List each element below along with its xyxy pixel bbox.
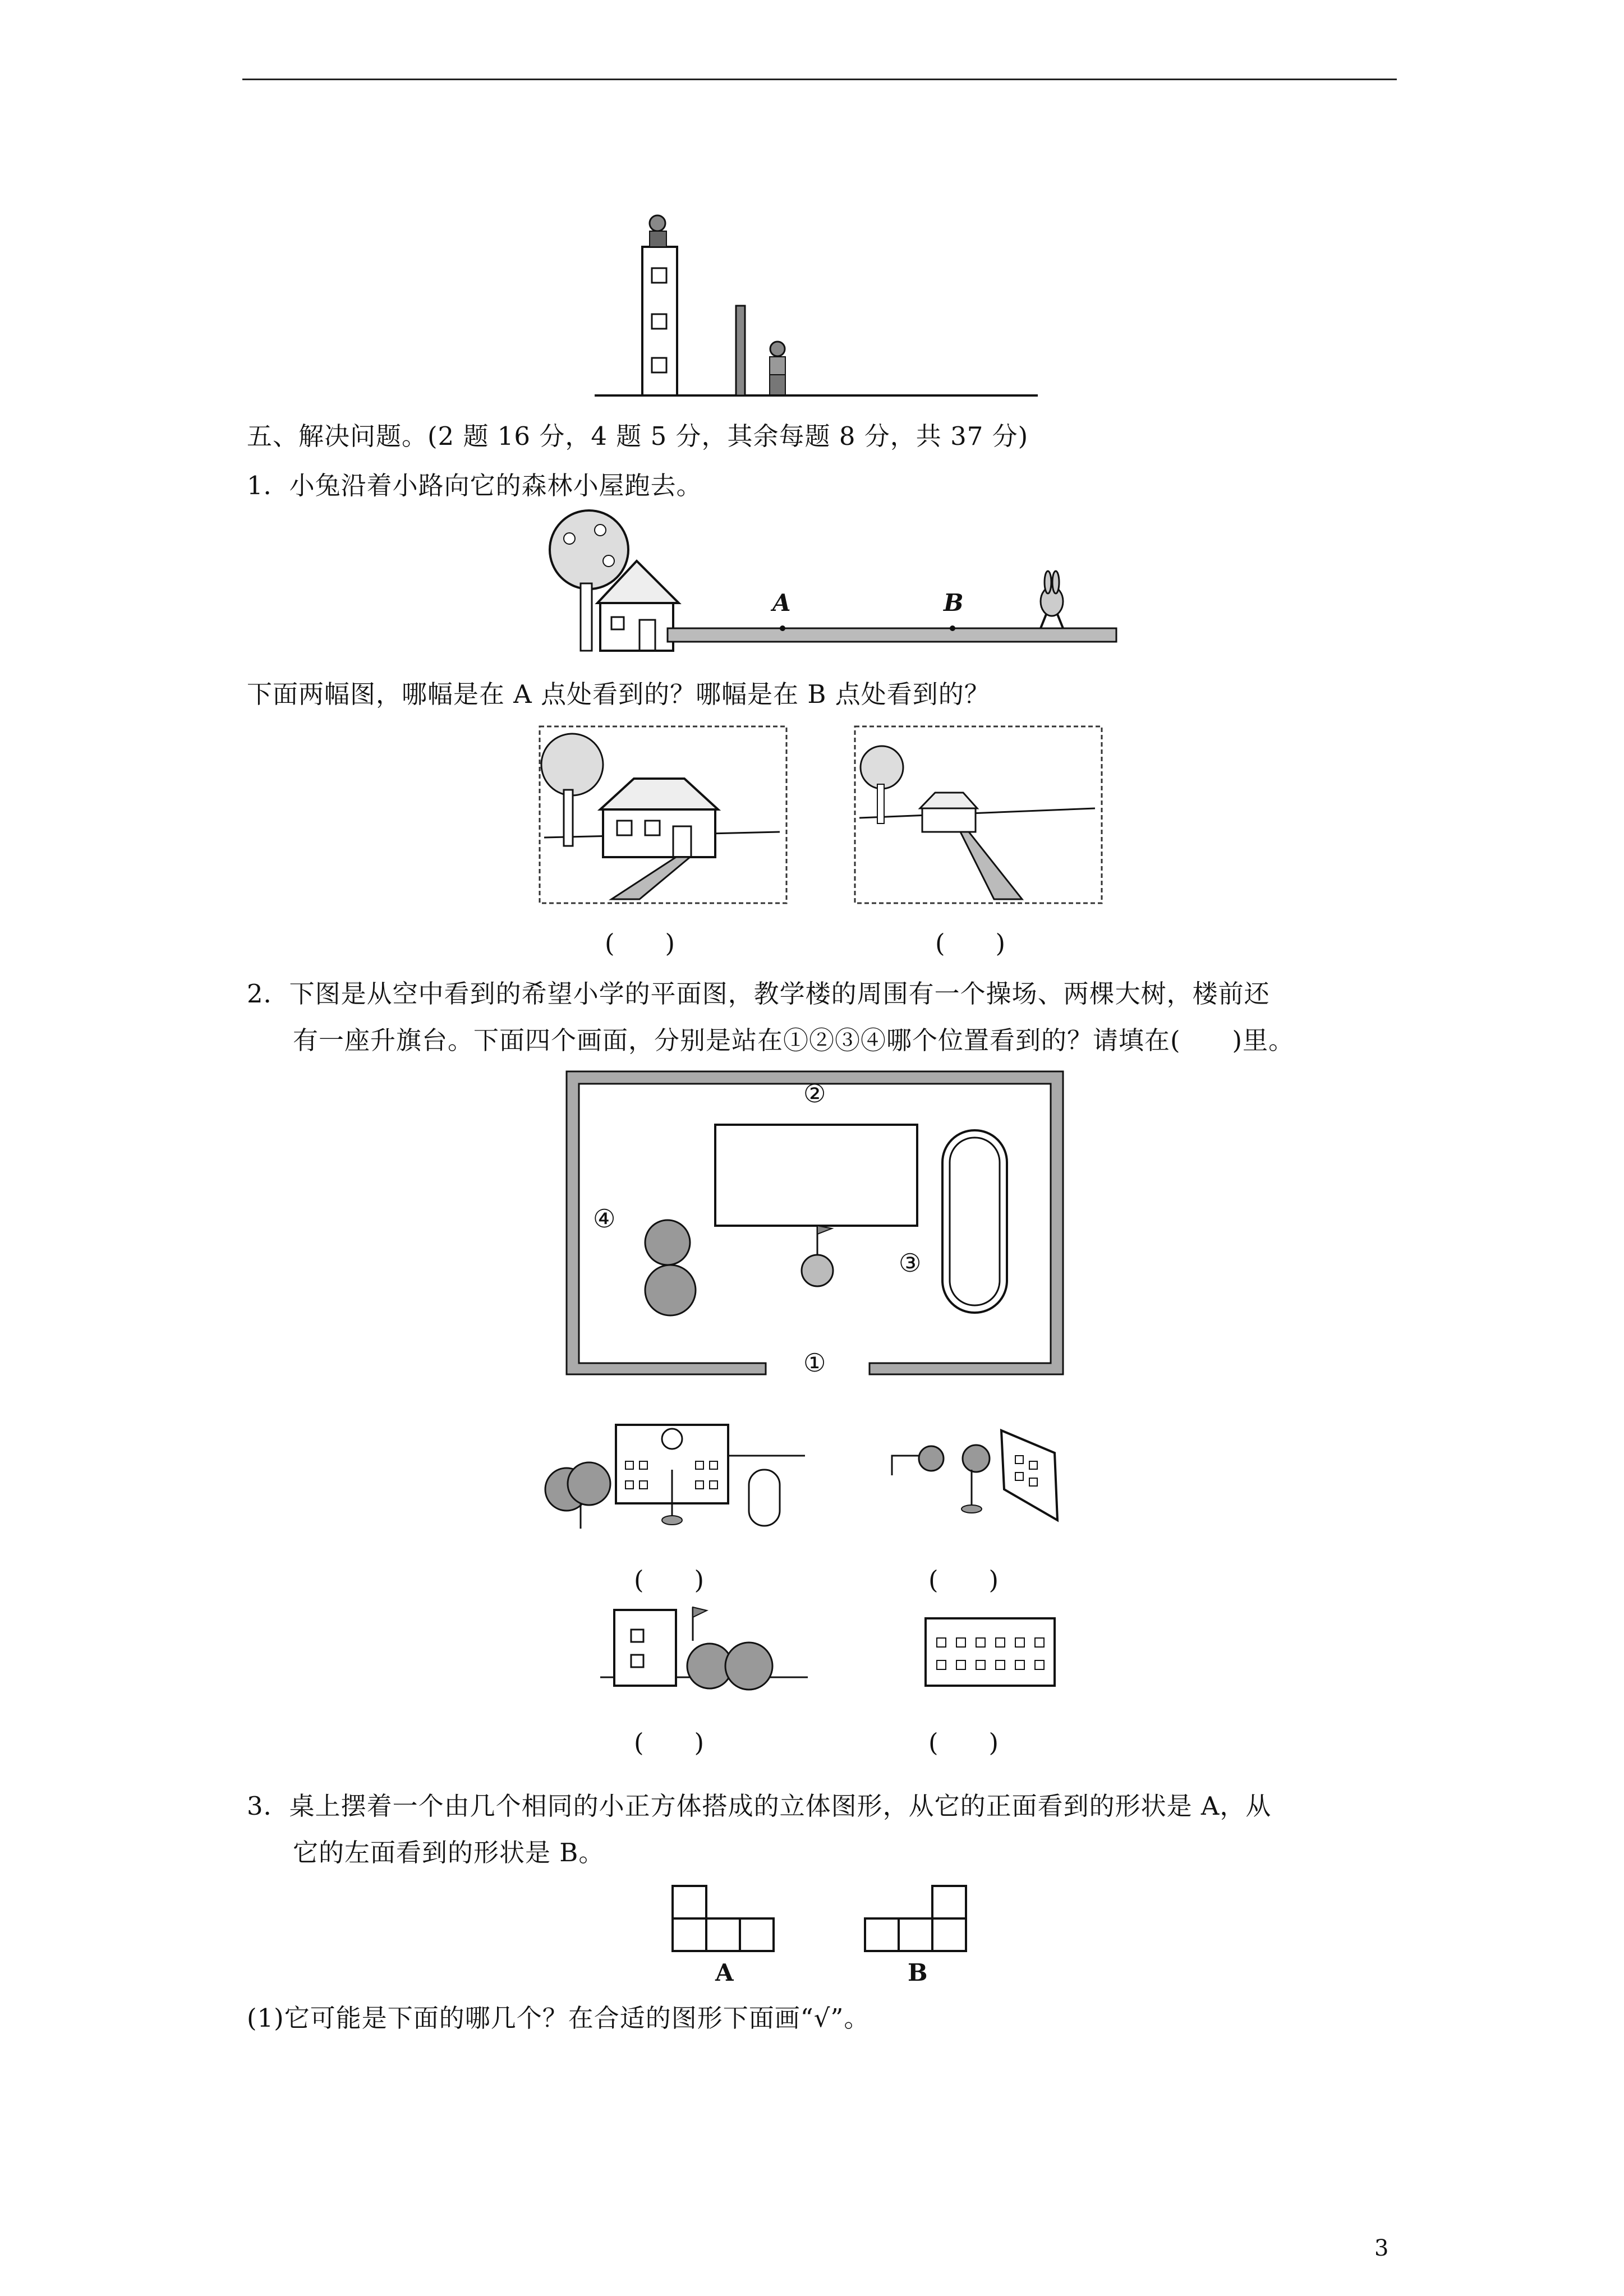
view-picture-near xyxy=(539,725,788,905)
q2-prompt-line2: 有一座升旗台。下面四个画面，分别是站在①②③④哪个位置看到的？请填在( )里。 xyxy=(293,1025,1295,1055)
position-2-label: ② xyxy=(803,1079,827,1108)
q3-prompt-line1: 3．桌上摆着一个由几个相同的小正方体搭成的立体图形，从它的正面看到的形状是 A，从 xyxy=(247,1791,1272,1821)
q3-prompt-line2: 它的左面看到的形状是 B。 xyxy=(293,1838,605,1867)
q1-prompt: 1．小兔沿着小路向它的森林小屋跑去。 xyxy=(247,471,702,500)
q1-question: 下面两幅图，哪幅是在 A 点处看到的？哪幅是在 B 点处看到的？ xyxy=(247,679,990,709)
header-rule xyxy=(242,79,1397,80)
point-b-label: B xyxy=(944,589,964,616)
q2-prompt-line1: 2．下图是从空中看到的希望小学的平面图，教学楼的周围有一个操场、两棵大树，楼前还 xyxy=(247,979,1270,1009)
view-picture-far xyxy=(854,725,1103,905)
q1-answer-1[interactable]: ( ) xyxy=(605,928,675,958)
q2-answer-2[interactable]: ( ) xyxy=(928,1565,999,1595)
shape-a-front-view xyxy=(670,1884,777,1954)
q1-answer-2[interactable]: ( ) xyxy=(935,928,1006,958)
q2-answer-4[interactable]: ( ) xyxy=(928,1728,999,1757)
view-from-left xyxy=(597,1602,811,1703)
path-scene xyxy=(516,505,1122,662)
section-heading: 五、解决问题。(2 题 16 分，4 题 5 分，其余每题 8 分，共 37 分) xyxy=(247,421,1029,451)
point-a-label: A xyxy=(772,589,791,616)
school-plan-map xyxy=(564,1069,1066,1383)
view-front-school xyxy=(539,1414,808,1534)
position-4-label: ④ xyxy=(593,1204,617,1234)
q2-answer-3[interactable]: ( ) xyxy=(634,1728,705,1757)
q3-sub1: (1)它可能是下面的哪几个？在合适的图形下面画“√”。 xyxy=(247,2003,870,2033)
view-from-back xyxy=(923,1616,1057,1688)
shape-b-label: B xyxy=(908,1959,928,1986)
shape-a-label: A xyxy=(715,1959,734,1986)
position-3-label: ③ xyxy=(899,1248,922,1278)
q2-answer-1[interactable]: ( ) xyxy=(634,1565,705,1595)
view-side-school xyxy=(886,1414,1066,1534)
tower-figure xyxy=(589,208,1043,404)
page-number: 3 xyxy=(1374,2235,1389,2261)
shape-b-left-view xyxy=(863,1884,969,1954)
position-1-label: ① xyxy=(803,1348,827,1378)
